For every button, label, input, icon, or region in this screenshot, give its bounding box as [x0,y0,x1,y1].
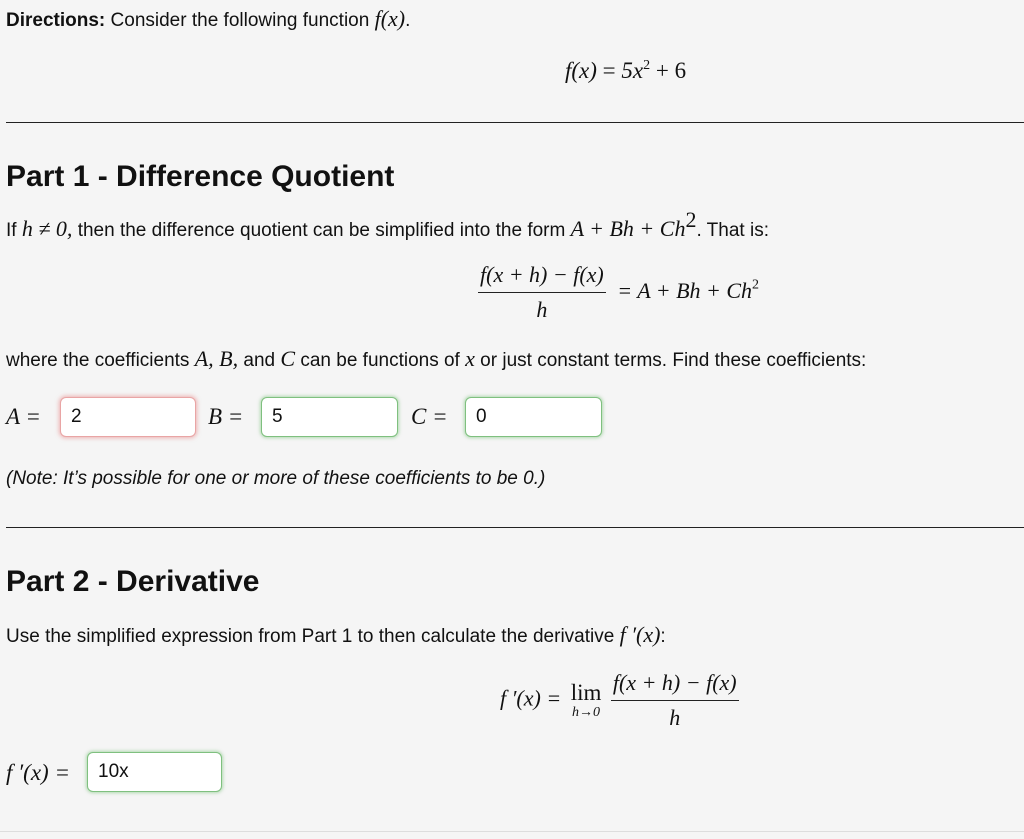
difference-quotient-equation: $\frac{f(x + h) - f(x)}{h}$ = $A + Bh + Ch^2$ [480,262,760,322]
part2-intro: Use the simplified expression from Part 1 to then calculate the derivative f ′(x): [6,622,666,647]
coefficient-a-label: A = [6,404,41,429]
function-display: $f(x) = 5x^2 + 6$ [565,58,687,83]
coefficient-b-label: B = [208,404,244,429]
coefficient-c-label: C = [411,404,448,429]
derivative-answer-label: f ′(x) = [6,760,70,785]
limit-operator: lim h→0 [570,680,602,720]
part1-title: Part 1 - Difference Quotient [6,160,395,193]
coefficient-c-input[interactable] [465,397,602,437]
coefficients-note: (Note: It’s possible for one or more of these coefficients to be 0.) [6,468,546,489]
coefficients-description: where the coefficients A, B, and C can be functions of x or just constant terms. Find these coefficients: [6,346,867,371]
coefficient-a-input[interactable] [60,397,196,437]
part1-intro: If h ≠ 0, then the difference quotient can be simplified into the form $A + Bh + Ch^2$. That is: [6,207,769,241]
part2-title: Part 2 - Derivative [6,565,260,598]
derivative-limit-equation: f ′(x) = lim h→0 $\frac{f(x + h) - f(x)}{h}$ [500,670,737,730]
directions-label: Directions: [6,10,106,31]
directions: Directions: Consider the following function f(x). [6,6,411,31]
page-bottom-border [0,831,1024,832]
derivative-fraction: $\frac{f(x + h) - f(x)}{h}$ [612,670,737,730]
derivative-answer-input[interactable] [87,752,222,792]
divider [6,527,1024,528]
coefficient-b-input[interactable] [261,397,398,437]
difference-quotient-fraction: $\frac{f(x + h) - f(x)}{h}$ [480,262,604,322]
divider [6,122,1024,123]
directions-text: Consider the following function [110,10,370,31]
directions-function: f(x) [374,6,406,31]
